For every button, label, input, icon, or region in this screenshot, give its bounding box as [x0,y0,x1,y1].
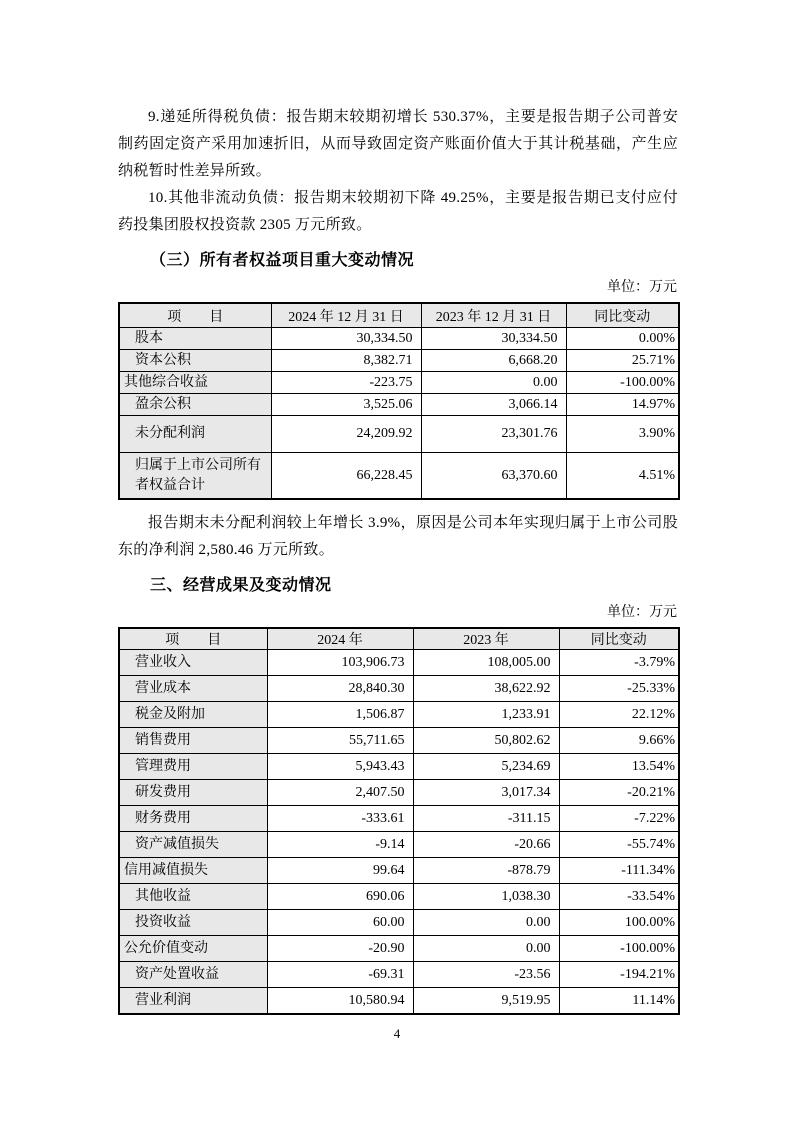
change-percent-cell: 4.51% [566,453,679,500]
table-row [119,453,679,500]
prior-period-cell: -311.15 [413,806,559,832]
column-header: 2024 年 [267,628,413,650]
current-period-cell: 5,943.43 [267,754,413,780]
item-cell: 研发费用 [119,780,267,806]
prior-period-cell: 38,622.92 [413,676,559,702]
item-cell: 投资收益 [119,910,267,936]
prior-period-cell: -23.56 [413,962,559,988]
column-header: 同比变动 [566,303,679,328]
page-number: 4 [393,1026,401,1041]
prior-period-cell: 30,334.50 [421,328,566,350]
table-row [119,858,679,884]
current-period-cell: 3,525.06 [271,394,421,416]
change-percent-cell: 9.66% [559,728,679,754]
item-cell: 销售费用 [119,728,267,754]
table-row [119,416,679,453]
operating-results-table [118,627,680,1015]
item-cell: 公允价值变动 [119,936,267,962]
change-percent-cell: 14.97% [566,394,679,416]
prior-period-cell: -878.79 [413,858,559,884]
item-cell: 股本 [119,328,271,350]
change-percent-cell: 3.90% [566,416,679,453]
current-period-cell: 28,840.30 [267,676,413,702]
item-cell: 税金及附加 [119,702,267,728]
current-period-cell: -223.75 [271,372,421,394]
current-period-cell: 60.00 [267,910,413,936]
change-percent-cell: 11.14% [559,988,679,1015]
table-row [119,328,679,350]
current-period-cell: 55,711.65 [267,728,413,754]
current-period-cell: 30,334.50 [271,328,421,350]
table-row [119,372,679,394]
equity-changes-table [118,302,680,500]
current-period-cell: 24,209.92 [271,416,421,453]
table-row [119,936,679,962]
current-period-cell: -69.31 [267,962,413,988]
prior-period-cell: 1,233.91 [413,702,559,728]
current-period-cell: 8,382.71 [271,350,421,372]
change-percent-cell: -20.21% [559,780,679,806]
prior-period-cell: 9,519.95 [413,988,559,1015]
prior-period-cell: 1,038.30 [413,884,559,910]
prior-period-cell: -20.66 [413,832,559,858]
change-percent-cell: 25.71% [566,350,679,372]
column-header: 项 目 [119,628,267,650]
item-cell: 管理费用 [119,754,267,780]
column-header: 同比变动 [559,628,679,650]
item-cell: 资产减值损失 [119,832,267,858]
change-percent-cell: -25.33% [559,676,679,702]
paragraph-retained-earnings-note: 报告期末未分配利润较上年增长 3.9%，原因是公司本年实现归属于上市公司股东的净利润 2,580.46 万元所致。 [118,515,678,558]
change-percent-cell: -33.54% [559,884,679,910]
column-header: 2023 年 [413,628,559,650]
item-cell: 盈余公积 [119,394,271,416]
item-cell: 资产处置收益 [119,962,267,988]
item-cell: 财务费用 [119,806,267,832]
table-row [119,988,679,1015]
change-percent-cell: 0.00% [566,328,679,350]
table-row [119,806,679,832]
prior-period-cell: 3,017.34 [413,780,559,806]
item-cell: 其他综合收益 [119,372,271,394]
current-period-cell: 99.64 [267,858,413,884]
table-row [119,754,679,780]
prior-period-cell: 23,301.76 [421,416,566,453]
prior-period-cell: 108,005.00 [413,650,559,676]
item-cell: 营业成本 [119,676,267,702]
change-percent-cell: -3.79% [559,650,679,676]
current-period-cell: 1,506.87 [267,702,413,728]
current-period-cell: 10,580.94 [267,988,413,1015]
item-cell: 归属于上市公司所有者权益合计 [119,453,271,500]
current-period-cell: -9.14 [267,832,413,858]
current-period-cell: -333.61 [267,806,413,832]
column-header: 项 目 [119,303,271,328]
page-content [118,0,678,1015]
table-header-row [119,628,679,650]
item-cell: 资本公积 [119,350,271,372]
prior-period-cell: 0.00 [421,372,566,394]
change-percent-cell: -100.00% [559,936,679,962]
prior-period-cell: 63,370.60 [421,453,566,500]
item-cell: 营业利润 [119,988,267,1015]
prior-period-cell: 3,066.14 [421,394,566,416]
item-cell: 信用减值损失 [119,858,267,884]
item-cell: 营业收入 [119,650,267,676]
change-percent-cell: -111.34% [559,858,679,884]
prior-period-cell: 6,668.20 [421,350,566,372]
change-percent-cell: -55.74% [559,832,679,858]
table-row [119,832,679,858]
change-percent-cell: -194.21% [559,962,679,988]
prior-period-cell: 0.00 [413,936,559,962]
current-period-cell: -20.90 [267,936,413,962]
unit-label-operating: 单位：万元 [607,605,677,620]
change-percent-cell: -7.22% [559,806,679,832]
operating-section-heading: 三、经营成果及变动情况 [150,577,332,594]
table-row [119,350,679,372]
change-percent-cell: 13.54% [559,754,679,780]
table-row [119,962,679,988]
prior-period-cell: 5,234.69 [413,754,559,780]
equity-section-heading: （三）所有者权益项目重大变动情况 [150,252,415,269]
table-row [119,394,679,416]
current-period-cell: 103,906.73 [267,650,413,676]
table-row [119,910,679,936]
change-percent-cell: 100.00% [559,910,679,936]
table-row [119,702,679,728]
current-period-cell: 690.06 [267,884,413,910]
column-header: 2023 年 12 月 31 日 [421,303,566,328]
table-row [119,780,679,806]
item-cell: 未分配利润 [119,416,271,453]
change-percent-cell: 22.12% [559,702,679,728]
table-row [119,884,679,910]
prior-period-cell: 0.00 [413,910,559,936]
table-row [119,676,679,702]
table-row [119,650,679,676]
table-row [119,728,679,754]
change-percent-cell: -100.00% [566,372,679,394]
current-period-cell: 2,407.50 [267,780,413,806]
table-header-row [119,303,679,328]
paragraph-other-noncurrent-liabilities: 10.其他非流动负债：报告期末较期初下降 49.25%，主要是报告期已支付应付药投集团股权投资款 2305 万元所致。 [118,190,678,233]
column-header: 2024 年 12 月 31 日 [271,303,421,328]
current-period-cell: 66,228.45 [271,453,421,500]
item-cell: 其他收益 [119,884,267,910]
paragraph-deferred-tax-liabilities: 9.递延所得税负债：报告期末较期初增长 530.37%，主要是报告期子公司普安制药固定资产采用加速折旧，从而导致固定资产账面价值大于其计税基础，产生应纳税暂时性差异所致。 [118,109,678,179]
prior-period-cell: 50,802.62 [413,728,559,754]
unit-label-equity: 单位：万元 [607,280,677,295]
